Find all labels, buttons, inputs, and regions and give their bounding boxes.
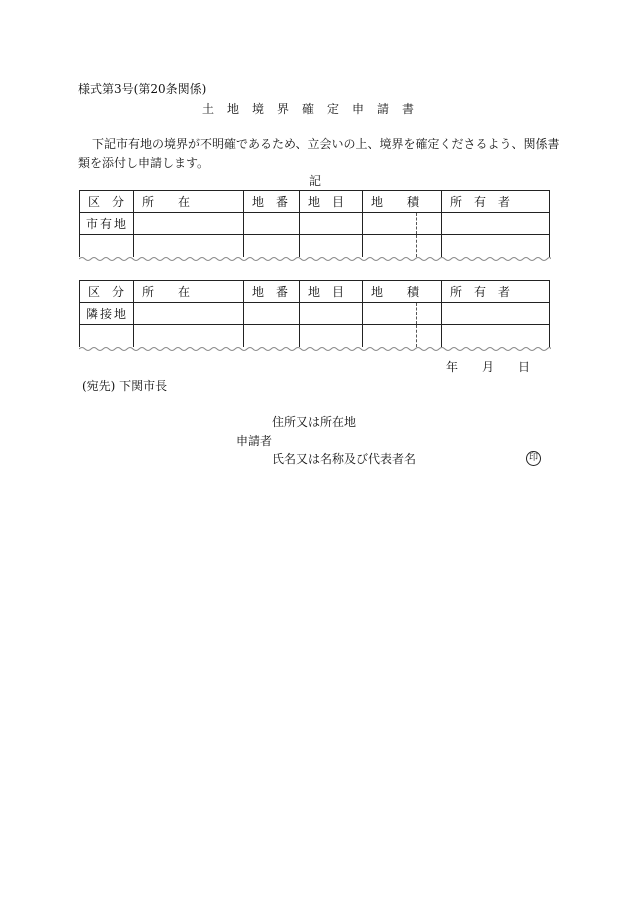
address-label: 住所又は所在地 <box>272 415 357 429</box>
cell-lot-number[interactable] <box>244 213 300 235</box>
cell-land-category[interactable] <box>300 235 363 257</box>
header-location: 所 在 <box>142 285 191 299</box>
header-land-category: 地 目 <box>308 285 345 299</box>
applicant-label: 申請者 <box>236 434 273 448</box>
cell-area[interactable] <box>363 213 442 235</box>
header-lot-number: 地 番 <box>252 285 289 299</box>
ki-label: 記 <box>309 174 322 188</box>
cell-kubun[interactable] <box>80 235 134 257</box>
cell-location[interactable] <box>134 213 244 235</box>
cell-owner[interactable] <box>442 303 550 325</box>
land-table-city <box>79 190 550 257</box>
header-location: 所 在 <box>142 195 191 209</box>
area-decimal-divider <box>416 303 417 324</box>
cell-lot-number[interactable] <box>244 325 300 347</box>
date-line: 年 月 日 <box>446 360 531 374</box>
row-label-city-land: 市有地 <box>80 213 134 235</box>
header-area: 地 積 <box>371 285 420 299</box>
table-header-row <box>80 281 550 303</box>
table-row <box>80 235 550 257</box>
cell-owner[interactable] <box>442 325 550 347</box>
table-continuation-wavy-line <box>79 346 551 352</box>
body-text-line-2: 類を添付し申請します。 <box>78 156 210 170</box>
header-kubun: 区 分 <box>88 195 125 209</box>
cell-location[interactable] <box>134 325 244 347</box>
cell-land-category[interactable] <box>300 325 363 347</box>
table-continuation-wavy-line <box>79 256 551 262</box>
form-number: 様式第3号(第20条関係) <box>78 82 207 96</box>
header-owner: 所 有 者 <box>450 195 511 209</box>
header-area: 地 積 <box>371 195 420 209</box>
document-title: 土地境界確定申請書 <box>202 102 428 116</box>
body-text-line-1: 下記市有地の境界が不明確であるため、立会いの上、境界を確定くださるよう、関係書 <box>92 137 560 151</box>
table-row <box>80 303 550 325</box>
area-decimal-divider <box>416 325 417 347</box>
area-decimal-divider <box>416 213 417 234</box>
cell-location[interactable] <box>134 235 244 257</box>
cell-area[interactable] <box>363 235 442 257</box>
cell-lot-number[interactable] <box>244 235 300 257</box>
header-kubun: 区 分 <box>88 285 125 299</box>
cell-location[interactable] <box>134 303 244 325</box>
table-row <box>80 325 550 347</box>
name-label: 氏名又は名称及び代表者名 <box>272 452 417 466</box>
land-table-adjacent <box>79 280 550 347</box>
cell-land-category[interactable] <box>300 303 363 325</box>
seal-mark: 印 <box>526 451 541 466</box>
row-label-adjacent-land: 隣接地 <box>80 303 134 325</box>
cell-area[interactable] <box>363 325 442 347</box>
table-header-row <box>80 191 550 213</box>
table-row <box>80 213 550 235</box>
cell-lot-number[interactable] <box>244 303 300 325</box>
cell-owner[interactable] <box>442 235 550 257</box>
header-land-category: 地 目 <box>308 195 345 209</box>
addressee: (宛先) 下関市長 <box>82 379 168 393</box>
cell-kubun[interactable] <box>80 325 134 347</box>
cell-owner[interactable] <box>442 213 550 235</box>
header-lot-number: 地 番 <box>252 195 289 209</box>
area-decimal-divider <box>416 235 417 257</box>
cell-area[interactable] <box>363 303 442 325</box>
header-owner: 所 有 者 <box>450 285 511 299</box>
cell-land-category[interactable] <box>300 213 363 235</box>
